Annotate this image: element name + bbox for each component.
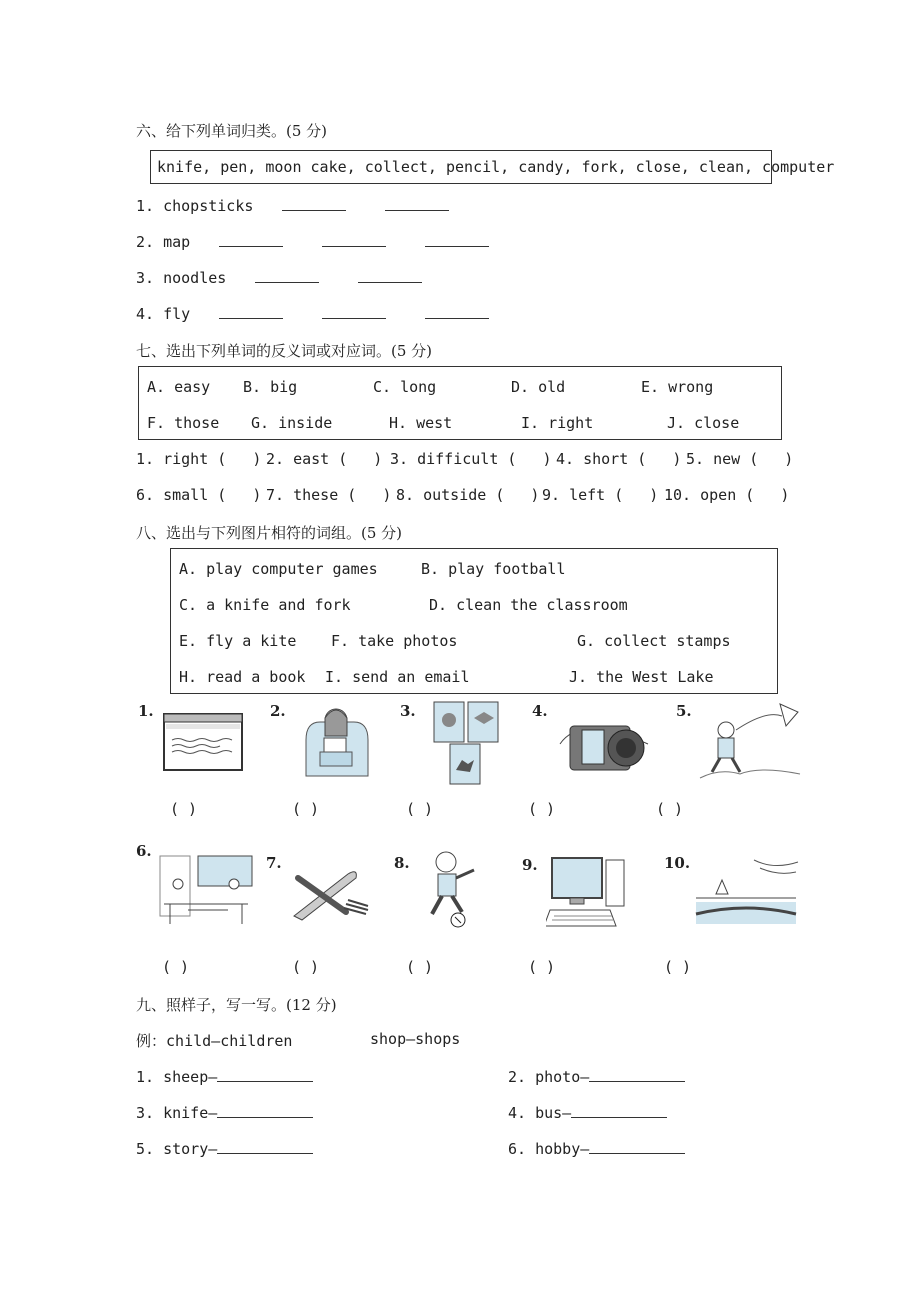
- answer-blank[interactable]: [282, 196, 346, 211]
- option: H. west: [389, 414, 453, 432]
- answer-blank[interactable]: [358, 268, 422, 283]
- section9-item: 4. bus—: [508, 1103, 667, 1122]
- option: G. collect stamps: [577, 632, 731, 650]
- section6-item-label: 1. chopsticks: [136, 197, 254, 215]
- answer-blank[interactable]: [589, 1139, 685, 1154]
- answer-paren[interactable]: ( ): [528, 800, 556, 818]
- question[interactable]: 3. difficult ( ): [390, 450, 552, 468]
- answer-blank[interactable]: [425, 232, 489, 247]
- option: G. inside: [251, 414, 333, 432]
- option: B. big: [243, 378, 298, 396]
- section6-item-label: 2. map: [136, 233, 191, 251]
- section9-item: 6. hobby—: [508, 1139, 685, 1158]
- option: F. take photos: [331, 632, 458, 650]
- answer-blank[interactable]: [255, 268, 319, 283]
- option: D. old: [511, 378, 566, 396]
- picture-number: 7.: [266, 854, 282, 872]
- answer-blank[interactable]: [322, 304, 386, 319]
- section7-title: 七、选出下列单词的反义词或对应词。(5 分): [136, 342, 433, 360]
- picture-number: 10.: [664, 854, 691, 872]
- answer-blank[interactable]: [385, 196, 449, 211]
- answer-paren[interactable]: ( ): [528, 958, 556, 976]
- answer-blank[interactable]: [425, 304, 489, 319]
- picture-number: 3.: [400, 702, 416, 720]
- question[interactable]: 4. short ( ): [556, 450, 682, 468]
- section6-item-4: [136, 304, 489, 323]
- answer-paren[interactable]: ( ): [406, 958, 434, 976]
- knife-and-fork-picture: [288, 864, 372, 924]
- option: J. the West Lake: [569, 668, 714, 686]
- answer-paren[interactable]: ( ): [292, 958, 320, 976]
- email-window-picture: [162, 712, 246, 774]
- answer-blank[interactable]: [219, 232, 283, 247]
- answer-paren[interactable]: ( ): [406, 800, 434, 818]
- computer-picture: [546, 854, 630, 936]
- option: C. a knife and fork: [179, 596, 351, 614]
- question[interactable]: 9. left ( ): [542, 486, 659, 504]
- section9-item: 1. sheep—: [136, 1067, 313, 1086]
- question[interactable]: 6. small ( ): [136, 486, 262, 504]
- picture-number: 5.: [676, 702, 692, 720]
- section6-item-1: [136, 196, 449, 215]
- option: F. those: [147, 414, 220, 432]
- section9-title: 九、照样子，写一写。(12 分): [136, 996, 337, 1014]
- stamps-picture: [432, 700, 502, 786]
- section9-item: 2. photo—: [508, 1067, 685, 1086]
- answer-blank[interactable]: [217, 1067, 313, 1082]
- section9-example-2: shop—shops: [370, 1030, 461, 1048]
- picture-number: 9.: [522, 856, 538, 874]
- option: C. long: [373, 378, 437, 396]
- answer-paren[interactable]: ( ): [170, 800, 198, 818]
- section6-title: 六、给下列单词归类。(5 分): [136, 122, 328, 140]
- answer-blank[interactable]: [322, 232, 386, 247]
- west-lake-picture: [694, 852, 802, 930]
- section6-item-2: [136, 232, 489, 251]
- answer-paren[interactable]: ( ): [292, 800, 320, 818]
- picture-number: 2.: [270, 702, 286, 720]
- section6-word-bank-box: [150, 150, 835, 184]
- section8-options-box: [170, 548, 778, 694]
- answer-paren[interactable]: ( ): [162, 958, 190, 976]
- section8-title: 八、选出与下列图片相符的词组。(5 分): [136, 524, 403, 542]
- option: E. wrong: [641, 378, 714, 396]
- section7-options-box: [138, 366, 782, 440]
- option: B. play football: [421, 560, 566, 578]
- answer-blank[interactable]: [219, 304, 283, 319]
- option: D. clean the classroom: [429, 596, 628, 614]
- option: H. read a book: [179, 668, 306, 686]
- section6-word-bank: knife, pen, moon cake, collect, pencil, candy, fork, close, clean, computer: [157, 158, 835, 176]
- option: A. play computer games: [179, 560, 378, 578]
- answer-blank[interactable]: [571, 1103, 667, 1118]
- answer-blank[interactable]: [217, 1103, 313, 1118]
- section6-item-label: 4. fly: [136, 305, 191, 323]
- question[interactable]: 2. east ( ): [266, 450, 383, 468]
- answer-paren[interactable]: ( ): [664, 958, 692, 976]
- picture-number: 8.: [394, 854, 410, 872]
- question[interactable]: 8. outside ( ): [396, 486, 540, 504]
- picture-number: 4.: [532, 702, 548, 720]
- answer-blank[interactable]: [217, 1139, 313, 1154]
- camera-picture: [556, 714, 652, 776]
- question[interactable]: 7. these ( ): [266, 486, 392, 504]
- football-picture: [416, 848, 500, 932]
- section6-item-label: 3. noodles: [136, 269, 227, 287]
- section6-item-3: [136, 268, 422, 287]
- picture-number: 1.: [138, 702, 154, 720]
- kite-picture: [696, 700, 804, 782]
- section9-example: 例：child—children: [136, 1032, 293, 1050]
- option: J. close: [667, 414, 740, 432]
- option: A. easy: [147, 378, 211, 396]
- answer-paren[interactable]: ( ): [656, 800, 684, 818]
- option: I. right: [521, 414, 594, 432]
- girl-reading-picture: [300, 700, 372, 784]
- picture-number: 6.: [136, 842, 152, 860]
- question[interactable]: 5. new ( ): [686, 450, 794, 468]
- option: I. send an email: [325, 668, 470, 686]
- answer-blank[interactable]: [589, 1067, 685, 1082]
- option: E. fly a kite: [179, 632, 297, 650]
- question[interactable]: 10. open ( ): [664, 486, 790, 504]
- section9-item: 3. knife—: [136, 1103, 313, 1122]
- question[interactable]: 1. right ( ): [136, 450, 262, 468]
- classroom-picture: [158, 854, 254, 926]
- section9-item: 5. story—: [136, 1139, 313, 1158]
